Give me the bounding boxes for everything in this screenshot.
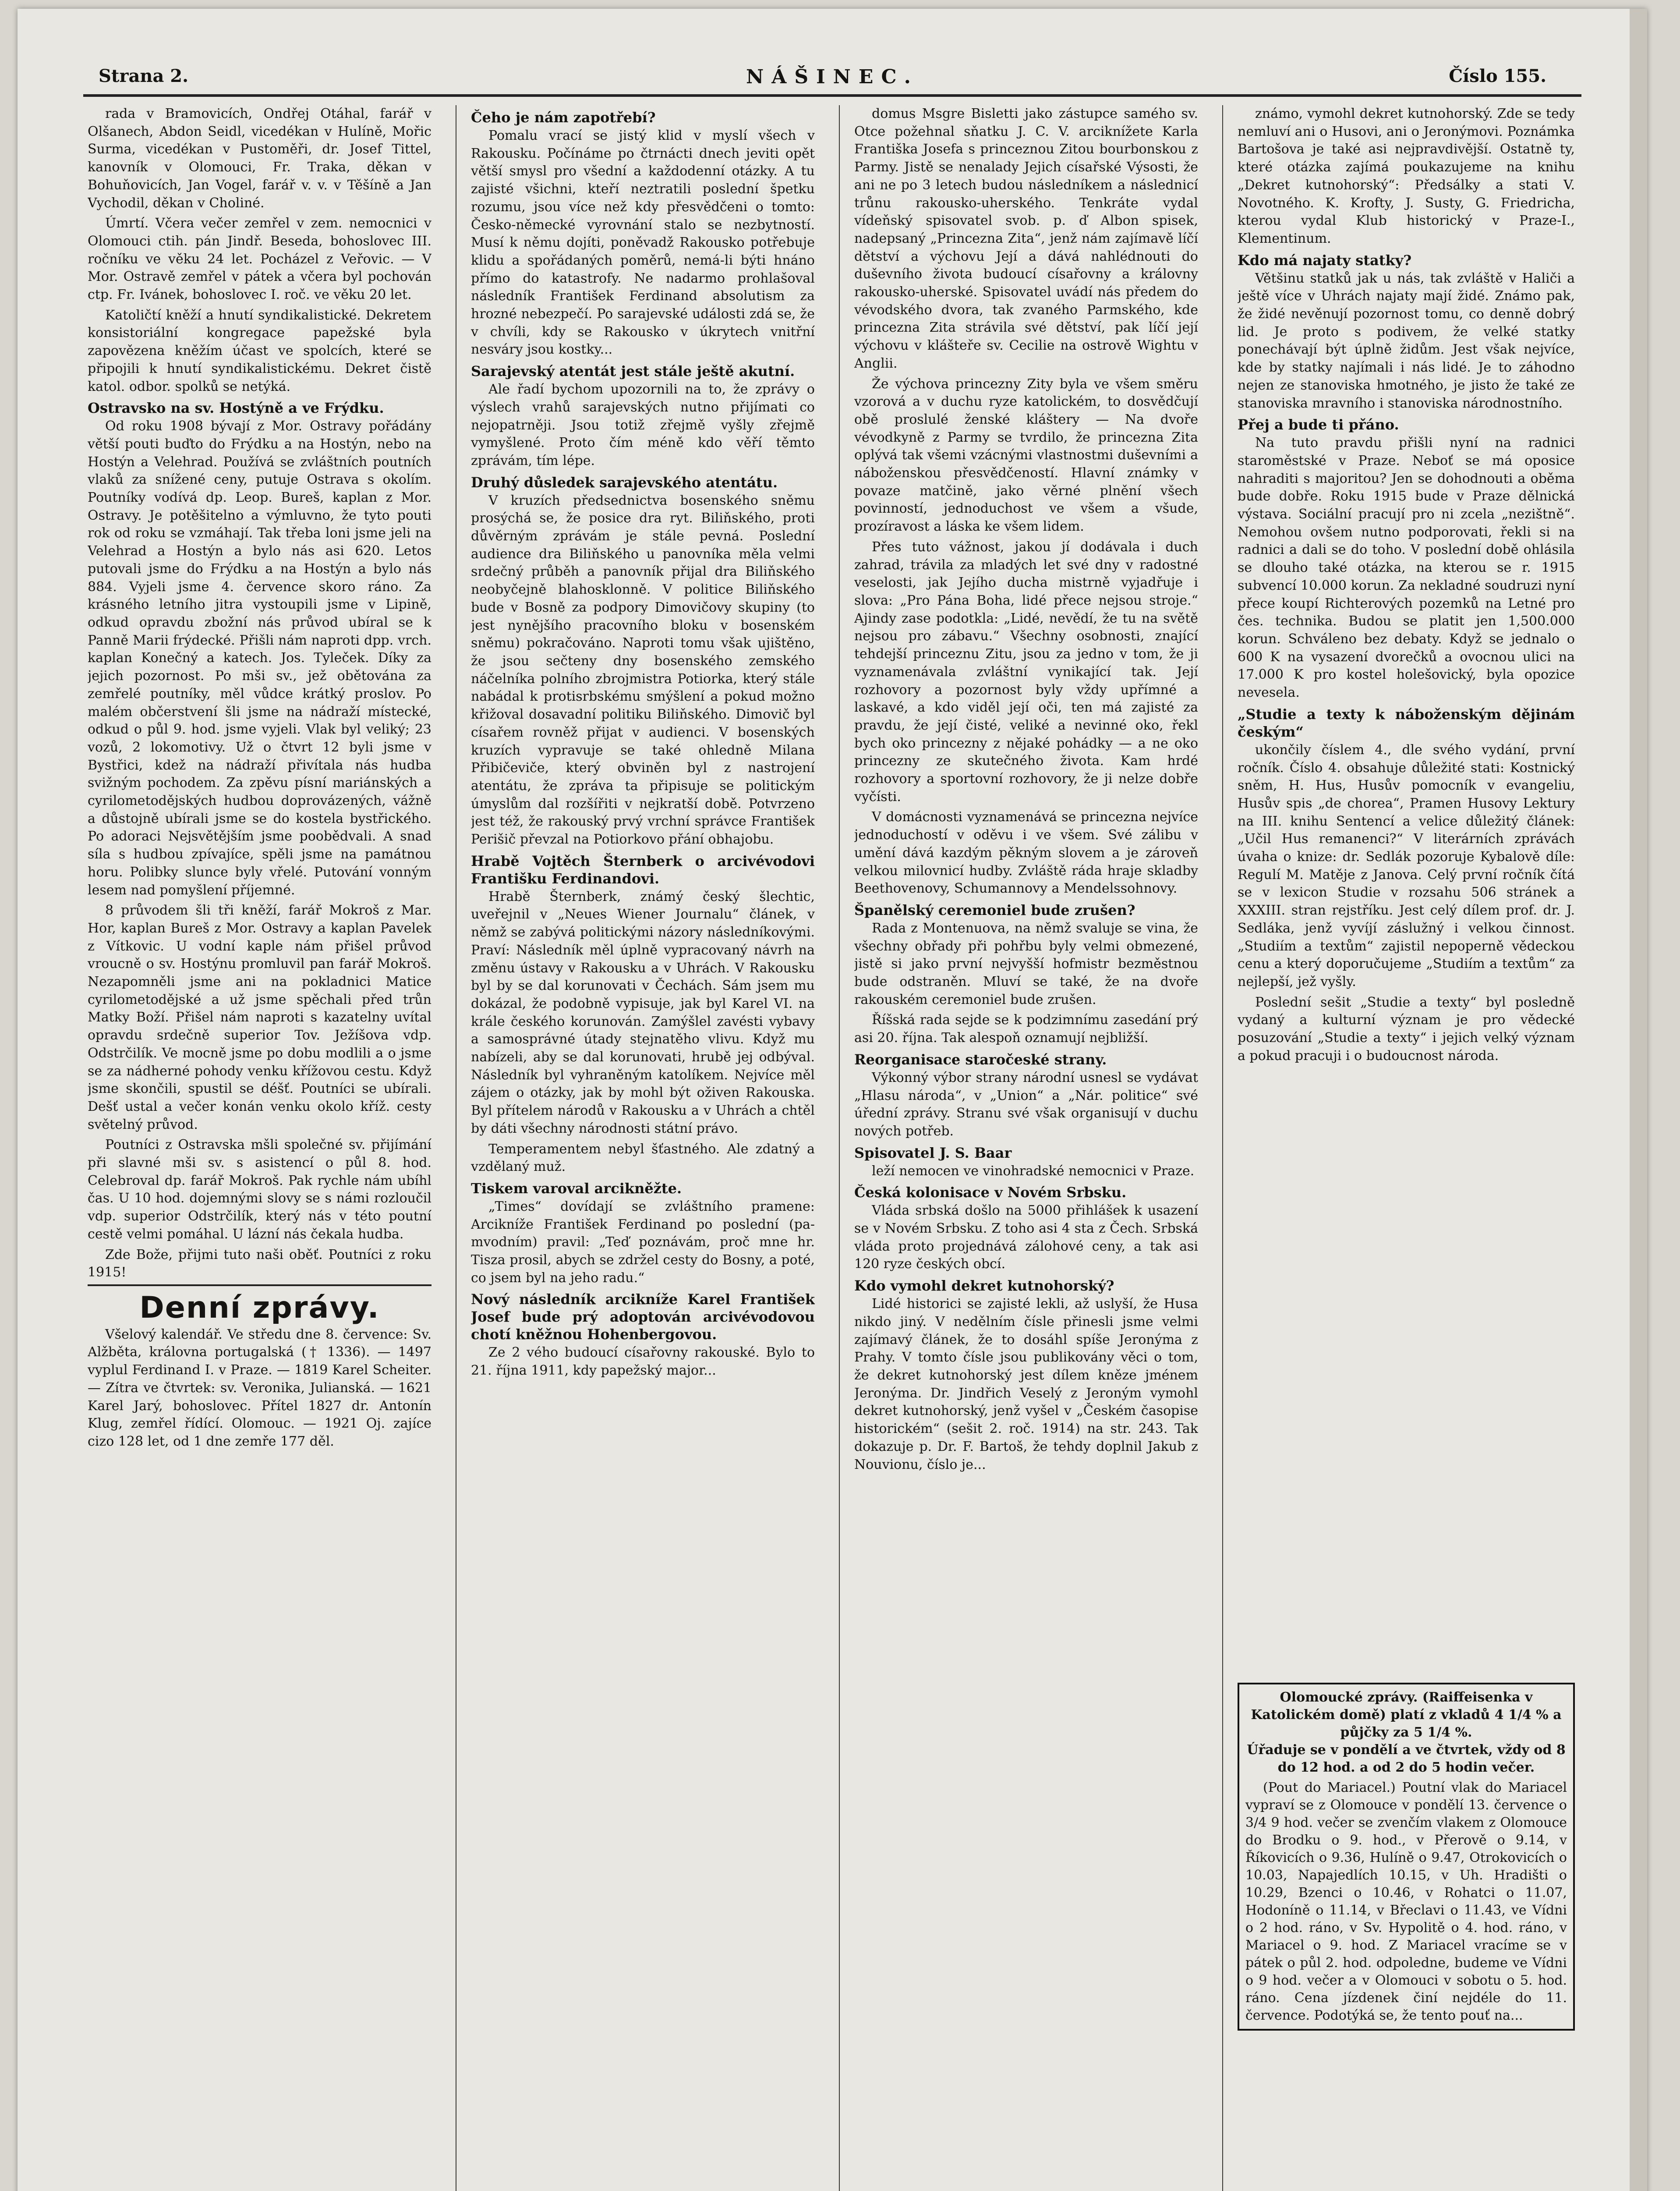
- page-header: [18, 9, 1647, 96]
- paragraph: Všelový kalendář. Ve středu dne 8. července: Sv. Alžběta, královna portugalská († 1336). — 1497 vyplul Ferdinand I. v Praze. — 1819 Karel Scheiter. — Zítra ve čtvrtek: sv. Veronika, Julianská. — 1621 Karel Jarý, bohoslovec. Přítel 1827 dr. Antonín Klug, zemřel řídící. Olomouc. — 1921 Oj. zajíce cizo 128 let, od 1 dne zemře 177 děl.: [88, 1326, 431, 1449]
- article-heading: Tiskem varoval arcikněžte.: [471, 1180, 682, 1197]
- paragraph: 8 průvodem šli tři kněží, farář Mokroš z Mar. Hor, kaplan Bureš z Mor. Ostravy a kaplan Pavelek z Vítkovic. U vodní kaple nám přišel průvod vroucně o sv. Hostýnu promluvil pan farář Mokroš. Nezapomněli jsme ani na pokladnici Matice cyrilometodějské a už jsme spěchali před trůn Matky Boží. Přišel nám naproti s kazatelny uvítal opravdu srdečně superior Tov. Ježíšova vdp. Odstrčilík. Ve mocně jsme po dobu modlili a o jsme se za nádherné pohody venku křížovou cestu. Když jsme skončili, spustil se déšť. Poutníci se ubírali. Dešť ustal a večer konán venku okolo kříž. cesty světelný průvod.: [88, 903, 431, 1132]
- paragraph: Pomalu vrací se jistý klid v myslí všech v Rakousku. Počínáme po čtrnácti dnech jeviti opět větší smysl pro všední a každodenní otázky. A tu zajisté všichni, kteří neztratili poslední špetku rozumu, jsou více než kdy přesvědčeni o tomto: Česko-německé vyrovnání stalo se nezbytností. Musí k němu dojíti, poněvadž Rakousko potřebuje klidu a spořádaných poměrů, nemá-li býti hnáno přímo do katastrofy. Ne nadarmo prohlašoval následník František Ferdinand absolutism za hrozné nebezpečí. Po sarajevské události zdá se, že v chvíli, kdy se Rakousko v úkrytech vnitřní nesváry jsou kostky...: [471, 128, 815, 358]
- paragraph: V domácnosti vyznamenává se princezna nejvíce jednoduchostí v oděvu i ve všem. Své zálibu v umění dává kazdým pěkným slovem a je zároveň velkou milovnicí hudby. Zvláště ráda hraje skladby Beethovenovy, Schumannovy a Mendelssohnovy.: [854, 809, 1198, 897]
- masthead-title: NÁŠINEC.: [746, 66, 919, 88]
- paragraph: V kruzích předsednictva bosenského sněmu prosýchá se, že posice dra ryt. Biliňského, proti důvěrným zprávám je stále pevná. Poslední audience dra Biliňského u panovníka měla velmi srdečný průběh a panovník přijal dra Biliňského neobyčejně blahosklonně. V politice Biliňského bude v Bosně za podpory Dimovičovy skupiny (to jest nynějšího pracovního bloku v bosenském sněmu) pokračováno. Naproti tomu však ujištěno, že jsou sečteny dny bosenského zemského náčelníka polního zbrojmistra Potiorka, který stále nabádal k protisrbskému smýšlení a pokud možno křižoval dosavadní politiku Biliňského. Dimovič byl císařem rovněž přijat v audienci. V bosenských kruzích vypravuje se také ohledně Milana Přibičeviče, který obviněn byl z nastrojení atentátu, že zpráva ta připisuje se politickým úmyslům dal rozšířiti v nejkratší době. Potvrzeno jest též, že rakouský prvý vrchní správce František Perišič převzal na Potiorkovo přání obhajobu.: [471, 493, 815, 847]
- paragraph: Ale řadí bychom upozornili na to, že zprávy o výslech vrahů sarajevských nutno přijímati co nejopatrněji. Jsou totiž zřejmě vyšly zřejmě vymyšlené. Proto čím méně kdo věří těmto zprávám, tím lépe.: [471, 382, 815, 468]
- article-heading: Sarajevský atentát jest stále ještě akutní.: [471, 363, 795, 380]
- paragraph: Úmrtí. Včera večer zemřel v zem. nemocnici v Olomouci ctih. pán Jindř. Beseda, bohoslovec III. ročníku ve věku 24 let. Pocházel z Veřovic. — V Mor. Ostravě zemřel v pátek a včera byl pochován ctp. Fr. Ivánek, bohoslovec I. roč. ve věku 20 let.: [88, 216, 431, 303]
- paragraph: Poslední sešit „Studie a texty“ byl posledně vydaný a kulturní význam je pro vědecké posuzování „Studie a texty“ i jejich velký význam a pokud pracuji i o budoucnost národa.: [1238, 994, 1575, 1064]
- article-heading: Přej a bude ti přáno.: [1238, 416, 1399, 433]
- paragraph: Většinu statků jak u nás, tak zvláště v Haliči a ještě více v Uhrách najaty mají židé. Známo pak, že židé nevěnují pozornost tomu, co denně dobrý lid. Je proto s podivem, že velké statky ponechávají být úplně židům. Jest však nejvíce, kde by statky najímali i nás lidé. Je to záhodno nejen ze stanoviska hmotného, je jisto že také ze stanoviska mravního i stanoviska národnostního.: [1238, 270, 1575, 411]
- article-heading: Hrabě Vojtěch Šternberk o arcivévodovi Františku Ferdinandovi.: [471, 852, 815, 887]
- article-heading: Španělský ceremoniel bude zrušen?: [854, 901, 1135, 918]
- paragraph: Ze 2 vého budoucí císařovny rakouské. Bylo to 21. října 1911, kdy papežský major...: [471, 1345, 815, 1379]
- article-heading: Kdo má najaty statky?: [1238, 252, 1412, 269]
- paragraph: Hrabě Šternberk, známý český šlechtic, uveřejnil v „Neues Wiener Journalu“ článek, v němž se zabývá politickými názory následníkovými. Praví: Následník měl úplně vypracovaný návrh na změnu ústavy v Rakousku a v Uhrách. V Rakousku byl by se dal korunovati v Čechách. Sám jsem mu dokázal, že podobně vypisuje, jak byl Karel VI. na krále českého korunován. Zamýšlel zavésti vybavy a samosprávné útady stejnatěho vlivu. Když mu nabízeli, aby se dal korunovati, hrubě jej odbýval. Následník byl vyhraněným katolíkem. Nejvíce měl zájem o otázky, jak by mohl být oživen Rakouska. Byl přítelem národů v Rakousku a v Uhrách a chtěl by dáti všechny národnosti státní právo.: [471, 889, 815, 1136]
- header-rule: [83, 94, 1581, 97]
- page-number: Strana 2.: [99, 66, 189, 86]
- column-1: [88, 105, 431, 2191]
- paragraph: „Times“ dovídají se zvláštního pramene: Arcikníže František Ferdinand po poslední (pa-mvodním) pravil: „Teď poznávám, proč mne hr. Tisza prosil, abych se zdržel cesty do Bosny, a poté, co jsem byl na jeho radu.“: [471, 1198, 815, 1286]
- paragraph: Výkonný výbor strany národní usnesl se vydávat „Hlasu národa“, v „Union“ a „Nár. politice“ své úřední zprávy. Stranu své však organisují v duchu nových potřeb.: [854, 1070, 1198, 1139]
- paragraph: Říšská rada sejde se k podzimnímu zasedání prý asi 20. října. Tak alespoň oznamují nejbližší.: [854, 1012, 1198, 1046]
- article-columns: [88, 105, 1612, 2191]
- paragraph: Rada z Montenuova, na němž svaluje se vina, že všechny obřady při pohřbu byly velmi obmezené, jistě si jako první nejvyšší hofmistr bezměstnou bude odstraněn. Mluví se také, že na dvoře rakouském ceremoniel bude zrušen.: [854, 920, 1198, 1007]
- section-rule: [88, 1284, 431, 1286]
- paragraph: Přes tuto vážnost, jakou jí dodávala i duch zahrad, trávila za mladých let své dny v radostné veselosti, jak Jejího ducha mistrně vyjadřuje i slova: „Pro Pána Boha, lidé přece nejsou stroje.“ Ajindy zase podotkla: „Lidé, nevědí, že tu na světě nejsou pro zábavu.“ Všechny osobnosti, znající tehdejší princeznu Zitu, jsou za jedno v tom, že ji vyznamenávala zvláštní vynikající tak. Její rozhovory a pozornost byly vždy upřímné a laskavé, a kdo viděl její oči, ten má zajisté za pravdu, že její čisté, veliké a nevinné oko, řekl bych oko princezny z nějaké pohádky — a ne oko princezny ze skutečného života. Kam hrdé rozhovory a sportovní rozhovory, že ji nelze dobře vyčísti.: [854, 539, 1198, 805]
- paragraph: Katoličtí kněží a hnutí syndikalistické. Dekretem konsistoriální kongregace papežské byla zapovězena kněžím účast ve spolcích, které se připojili k hnutí syndikalistickému. Dekret čistě katol. odbor. spolků se netýká.: [88, 307, 431, 394]
- paragraph: Lidé historici se zajisté lekli, až uslyší, že Husa nikdo jiný. V nedělním čísle přinesli jsme velmi zajímavý článek, že to dosáhl spíše Jeronýma z Prahy. V tomto čísle jsou publikovány věci o tom, že dekret kutnohorský jest dílem kněze jménem Jeronýma. Dr. Jindřich Veselý z Jeroným vymohl dekret kutnohorský, jenž vyšel v „Českém časopise historickém“ (sešit 2. roč. 1914) na str. 243. Tak dokazuje p. Dr. F. Bartoš, že tehdy doplnil Jakub z Nouvionu, číslo je...: [854, 1296, 1198, 1472]
- newspaper-page: [18, 9, 1647, 2191]
- paragraph: Temperamentem nebyl šťastného. Ale zdatný a vzdělaný muž.: [471, 1141, 815, 1175]
- paragraph: rada v Bramovicích, Ondřej Otáhal, farář v Olšanech, Abdon Seidl, vicedékan v Hulíně, Mořic Surma, vicedékan v Pustoměři, dr. Josef Tittel, kanovník v Olomouci, Fr. Traka, děkan v Bohuňovicích, Jan Vogel, farář v. v. v Těšíně a Jan Vychodil, děkan v Choliné.: [88, 106, 431, 211]
- column-4: [1238, 105, 1575, 2191]
- article-heading: Čeho je nám zapotřebí?: [471, 109, 656, 126]
- article-heading: Kdo vymohl dekret kutnohorský?: [854, 1277, 1114, 1294]
- paragraph: leží nemocen ve vinohradské nemocnici v Praze.: [872, 1163, 1195, 1179]
- paragraph: ukončily číslem 4., dle svého vydání, první ročník. Číslo 4. obsahuje důležité stati: Kostnický sněm, H. Hus, Husův pomocník v evangeliu, Husův spis „de choreа“, Pramen Husovy Lektury na III. knihu Sentencí a velice důležitý článek: „Učil Hus remanenci?“ V literárních zprávách úvaha o knize: dr. Sedlák pozoruje Kybalově díle: Regulí M. Matěje z Janova. Celý první ročník čítá se v lexicon Studie v rozsahu 506 stránek a XXXIII. stran rejstříku. Jest celý dílem prof. dr. J. Sedláka, jenž vyvíjí záslužný i velkou činnost. „Studiím a textům“ zajistil nepoperně vědeckou cenu a který doporučujeme „Studiím a textům“ za nejlepší, jež vyšly.: [1238, 742, 1575, 989]
- paragraph: Že výchova princezny Zity byla ve všem směru vzorová a v duchu ryze katolickém, to dosvědčují obě proslulé ženské kláštery — Na dvoře vévodkyně z Parmy se tvrdilo, že princezna Zita oplývá tak všemi vzácnými vlastnostmi duševními a náboženskou přesvědčeností. Hlavní známky v povaze matčině, jako věrné plnění všech povinností, jednoduchost ve všem a všude, prozíravost a láska ke všem lidem.: [854, 376, 1198, 535]
- paragraph: Vláda srbská došlo na 5000 přihlášek k usazení se v Novém Srbsku. Z toho asi 4 sta z Čech. Srbská vláda proto projednává zálohové ceny, a tak asi 120 ryze českých obcí.: [854, 1203, 1198, 1272]
- notice-title: Olomoucké zprávy. (Raiffeisenka v Katolickém domě) platí z vkladů 4 1/4 % a půjčky za 5 1/4 %.: [1251, 1690, 1562, 1740]
- column-3: [854, 105, 1198, 2191]
- article-heading: Druhý důsledek sarajevského atentátu.: [471, 474, 778, 491]
- column-2: [471, 105, 815, 2191]
- page-edge: [1630, 9, 1647, 2191]
- article-heading: Nový následník arcikníže Karel František Josef bude prý adoptován arcivévodovou chotí kněžnou Hohenbergovou.: [471, 1291, 815, 1343]
- paragraph: domus Msgre Bisletti jako zástupce samého sv. Otce požehnal sňatku J. C. V. arciknížete Karla Františka Josefa s princeznou Zitou bourbonskou z Parmy. Jistě se nenalady Jejich císařské Výsosti, že ani ne po 3 letech budou následníkem a následnicí trůnu rakousko-uherského. Tenkráte vydal vídeňský spisovatel svob. p. ď Albon spisek, nadepsaný „Princezna Zita“, jenž nám zajímavě líčí dětství a výchovu Její a dává nahlédnouti do duševního života budoucí císařovny a královny rakousko-uherské. Spisovatel uvádí nás předem do vévodského dvora, tak zvaného Parmského, kde princezna Zita strávila své dětství, pak líčí její výchovu v klášteře sv. Cecilie na ostrově Wightu v Anglii.: [854, 106, 1198, 371]
- article-heading: „Studie a texty k náboženským dějinám českým“: [1238, 706, 1575, 740]
- notice-body: Úřaduje se v pondělí a ve čtvrtek, vždy od 8 do 12 hod. a od 2 do 5 hodin večer.: [1247, 1742, 1566, 1775]
- paragraph: Zde Bože, přijmi tuto naši oběť. Poutníci z roku 1915!: [88, 1247, 431, 1280]
- article-heading: Spisovatel J. S. Baar: [854, 1144, 1012, 1161]
- paragraph: Na tuto pravdu přišli nyní na radnici staroměstské v Praze. Neboť se má oposice nahraditi s majoritou? Jen se dohodnouti a oběma bude dobře. Roku 1915 bude v Praze dělnická výstava. Sociální pracují pro ni zcela „nezištně“. Nemohou ovšem nutno podporovati, řekli si na radnici a dali se do toho. V poslední době ohlásila se dlouho také otázka, na kterou se r. 1915 subvencí 10.000 korun. Za nekladné soudruzi nyní přece koupí Richterových pozemků na Letné pro čes. technika. Budou se platit jen 1,500.000 korun. Schváleno bez debaty. Když se jednalo o 600 K na vysazení dvorečků a ovocnou ulici na 17.000 K pro kostel holešovický, byla opozice nevesela.: [1238, 435, 1575, 701]
- paragraph: Poutníci z Ostravska mšli společné sv. přijímání při slavné mši sv. s asistencí o půl 8. hod. Celebroval dp. farář Mokroš. Pak rychle nám ubíhl čas. U 10 hod. dojemnými slovy se s námi rozloučil vdp. superior Odstrčilík, který nás v této poutní cestě velmi pomáhal. U lázní nás čekala hudba.: [88, 1137, 431, 1242]
- paragraph: známo, vymohl dekret kutnohorský. Zde se tedy nemluví ani o Husovi, ani o Jeronýmovi. Poznámka Bartošova je také asi nejpravdivější. Ostatně ty, které otázka zajímá poukazujeme na knihu „Dekret kutnohorský“: Předsálky a stati V. Novotného. K. Krofty, J. Susty, G. Friedricha, kterou vydal Klub historický v Praze-I., Klementinum.: [1238, 106, 1575, 246]
- article-heading: Česká kolonisace v Novém Srbsku.: [854, 1184, 1127, 1201]
- paragraph: (Pout do Mariacel.) Poutní vlak do Mariacel vypraví se z Olomouce v pondělí 13. července o 3/4 9 hod. večer se zvenčím vlakem z Olomouce do Brodku o 9. hod., v Přerově o 9.14, v Říkovicích o 9.36, Hulíně o 9.47, Otrokovicích o 10.03, Napajedlích 10.15, v Uh. Hradišti o 10.29, Bzenci o 10.46, v Rohatci o 11.07, Hodoníně o 11.14, v Břeclavi o 11.43, ve Vídni o 2 hod. ráno, v Sv. Hypolitě o 4. hod. ráno, v Mariacel o 9. hod. Z Mariacel vracíme se v pátek o půl 2. hod. odpoledne, budeme ve Vídni o 9 hod. večer a v Olomouci v sobotu o 5. hod. ráno. Cena jízdenek činí nejdéle do 11. července. Podotýká se, že tento pouť na...: [1245, 1780, 1567, 2023]
- notice-box: [1238, 1683, 1575, 2031]
- paragraph: Od roku 1908 bývají z Mor. Ostravy pořádány větší pouti buďto do Frýdku a na Hostýn, nebo na Hostýn a Velehrad. Používá se zvláštních poutních vlaků za snížené ceny, putuje Ostrava s okolím. Poutníky vodívá dp. Leop. Bureš, kaplan z Mor. Ostravy. Je potěšitelno a výmluvno, že tyto pouti rok od roku se vzmáhají. Tak třeba loni jsme jeli na Velehrad a Hostýn a bylo nás asi 620. Letos putovali jsme do Frýdku a na Hostýn a bylo nás 884. Vyjeli jsme 4. července skoro ráno. Za krásného letního jitra vystoupili jsme v Lipině, odkud opravdu zbožní nás průvod ubíral se k Panně Marii frýdecké. Přišli nám naproti dpp. vrch. kaplan Konečný a katech. Jos. Tyleček. Díky za jejich pozornost. Po mši sv., jež obětována za zemřelé poutníky, měl vůdce krátký proslov. Po malém občerstvení šli jsme na nádraží místecké, odkud o půl 9. hod. jsme vyjeli. Vlak byl veliký; 23 vozů, 2 lokomotivy. Už o čtvrt 12 byli jsme v Bystřici, kdež na nádraží přivítala nás hudba svižným pochodem. Za zpěvu písní mariánských a cyrilometodějských hudbou doprovázených, vážně a důstojně ubírali jsme se do kostela bystřického. Po adoraci Nejsvětějším jsme poobědvali. A snad síla s hudbou zpívajíce, spěli jsme na památnou horu. Polibky slunce byly vřelé. Putování vonným lesem nad pomyšlení příjemné.: [88, 418, 431, 898]
- section-heading: Denní zprávy.: [139, 1290, 380, 1325]
- article-heading: Ostravsko na sv. Hostýně a ve Frýdku.: [88, 400, 384, 417]
- issue-number: Číslo 155.: [1449, 66, 1546, 86]
- article-heading: Reorganisace staročeské strany.: [854, 1051, 1107, 1068]
